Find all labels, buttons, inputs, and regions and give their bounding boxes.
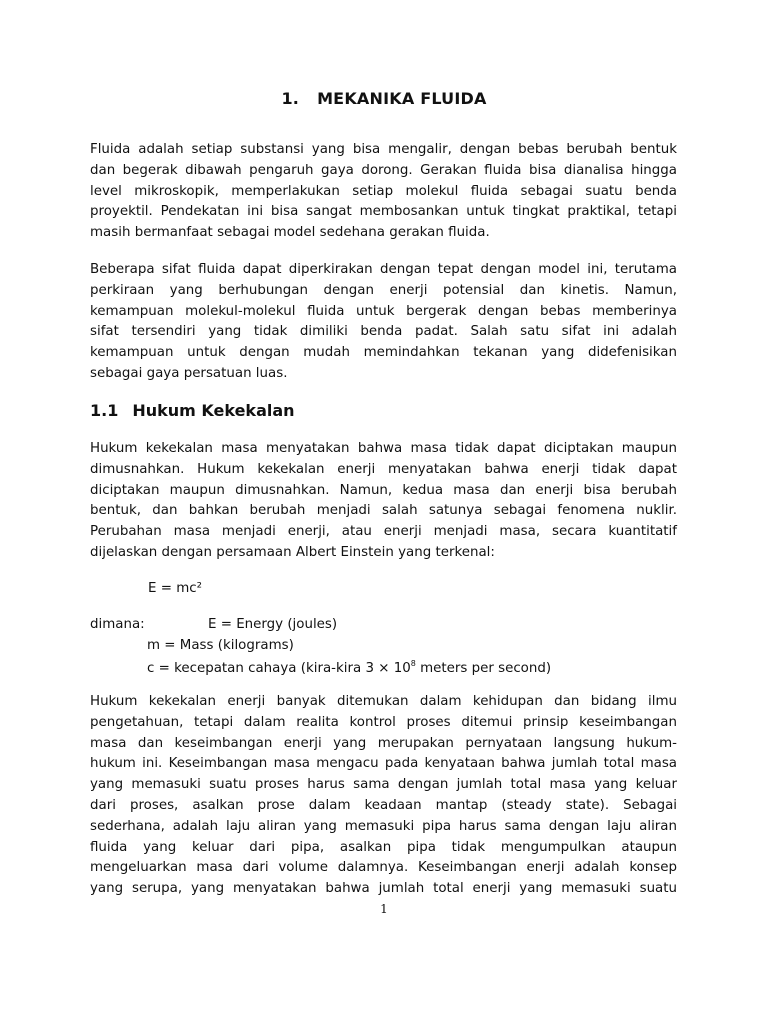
paragraph-line: level mikroskopik, memperlakukan setiap molekul fluida sebagai suatu benda [90, 183, 677, 199]
paragraph-line: dari proses, asalkan prose dalam keadaan mantap (steady state). Sebagai [90, 797, 677, 813]
paragraph-line: Beberapa sifat fluida dapat diperkirakan dengan tepat dengan model ini, terutama [90, 262, 677, 277]
where-definition-suffix: meters per second) [415, 661, 552, 676]
paragraph-line: mengeluarkan masa dari volume dalamnya. Keseimbangan enerji adalah konsep [90, 860, 677, 876]
where-row-light-speed [90, 659, 551, 676]
paragraph-line: dan begerak dibawah pengaruh gaya dorong. Gerakan fluida bisa dianalisa hingga [90, 162, 677, 178]
section-title-text: Hukum Kekekalan [132, 401, 295, 420]
paragraph-line: kemampuan molekul-molekul fluida untuk bergerak dengan bebas memberinya [90, 303, 677, 319]
where-row-energy [90, 617, 337, 632]
paragraph-line: hukum ini. Keseimbangan masa mengacu pada kenyataan bahwa jumlah total masa [90, 756, 677, 772]
intro-paragraph-1 [90, 140, 677, 244]
page-number: 1 [380, 902, 388, 916]
paragraph-line: diciptakan maupun dimusnahkan. Namun, kedua masa dan enerji bisa berubah [90, 482, 677, 498]
where-label: dimana: [90, 617, 145, 632]
intro-paragraph-2 [90, 260, 677, 385]
paragraph-line: perkiraan yang berhubungan dengan enerji potensial dan kinetis. Namun, [90, 282, 677, 298]
paragraph-line: Fluida adalah setiap substansi yang bisa mengalir, dengan bebas berubah bentuk [90, 142, 677, 157]
paragraph-line: sederhana, adalah laju aliran yang memasuki pipa harus sama dengan laju aliran [90, 818, 677, 834]
paragraph-line: yang serupa, yang menyatakan bahwa jumlah total enerji yang memasuki suatu [90, 881, 677, 897]
section-paragraph-1 [90, 439, 677, 564]
paragraph-line: dijelaskan dengan persamaan Albert Einstein yang terkenal: [90, 544, 495, 560]
paragraph-line: bentuk, dan bahkan berubah menjadi salah satunya sebagai fenomena nuklir. [90, 503, 677, 519]
paragraph-line: dimusnahkan. Hukum kekekalan enerji menyatakan bahwa enerji tidak dapat [90, 461, 677, 477]
paragraph-line: proyektil. Pendekatan ini bisa sangat membosankan untuk tingkat praktikal, tetapi [90, 204, 677, 220]
paragraph-line: Hukum kekekalan enerji banyak ditemukan dalam kehidupan dan bidang ilmu [90, 694, 677, 709]
paragraph-line: sebagai gaya persatuan luas. [90, 365, 288, 381]
where-definition-prefix: c = kecepatan cahaya (kira-kira 3 × 10 [147, 661, 411, 676]
chapter-number: 1. [281, 89, 300, 108]
paragraph-line: Perubahan masa menjadi enerji, atau enerji menjadi masa, secara kuantitatif [90, 524, 677, 540]
final-paragraph [90, 692, 677, 900]
where-row-mass [90, 638, 294, 653]
paragraph-line: fluida yang keluar dari pipa, asalkan pipa tidak mengumpulkan ataupun [90, 839, 677, 855]
paragraph-line: yang memasuki suatu proses harus sama dengan jumlah total masa yang keluar [90, 777, 677, 793]
section-title [90, 401, 295, 420]
paragraph-line: kemampuan untuk dengan mudah memindahkan tekanan yang didefenisikan [90, 345, 677, 361]
paragraph-line: Hukum kekekalan masa menyatakan bahwa masa tidak dapat diciptakan maupun [90, 441, 677, 456]
chapter-title-text: MEKANIKA FLUIDA [317, 89, 487, 108]
paragraph-line: pengetahuan, tetapi dalam realita kontrol proses ditemui prinsip keseimbangan [90, 714, 677, 730]
chapter-title [0, 89, 768, 108]
where-definition: m = Mass (kilograms) [147, 638, 294, 653]
paragraph-line: masih bermanfaat sebagai model sedehana gerakan fluida. [90, 225, 490, 241]
paragraph-line: masa dan keseimbangan enerji yang merupakan pernyataan langsung hukum- [90, 735, 677, 751]
where-definition-exponent: 8 [410, 659, 416, 668]
section-number: 1.1 [90, 401, 119, 420]
paragraph-line: sifat tersendiri yang tidak dimiliki benda padat. Salah satu sifat ini adalah [90, 324, 677, 340]
where-definition: E = Energy (joules) [208, 617, 338, 632]
einstein-equation: E = mc² [148, 581, 202, 596]
